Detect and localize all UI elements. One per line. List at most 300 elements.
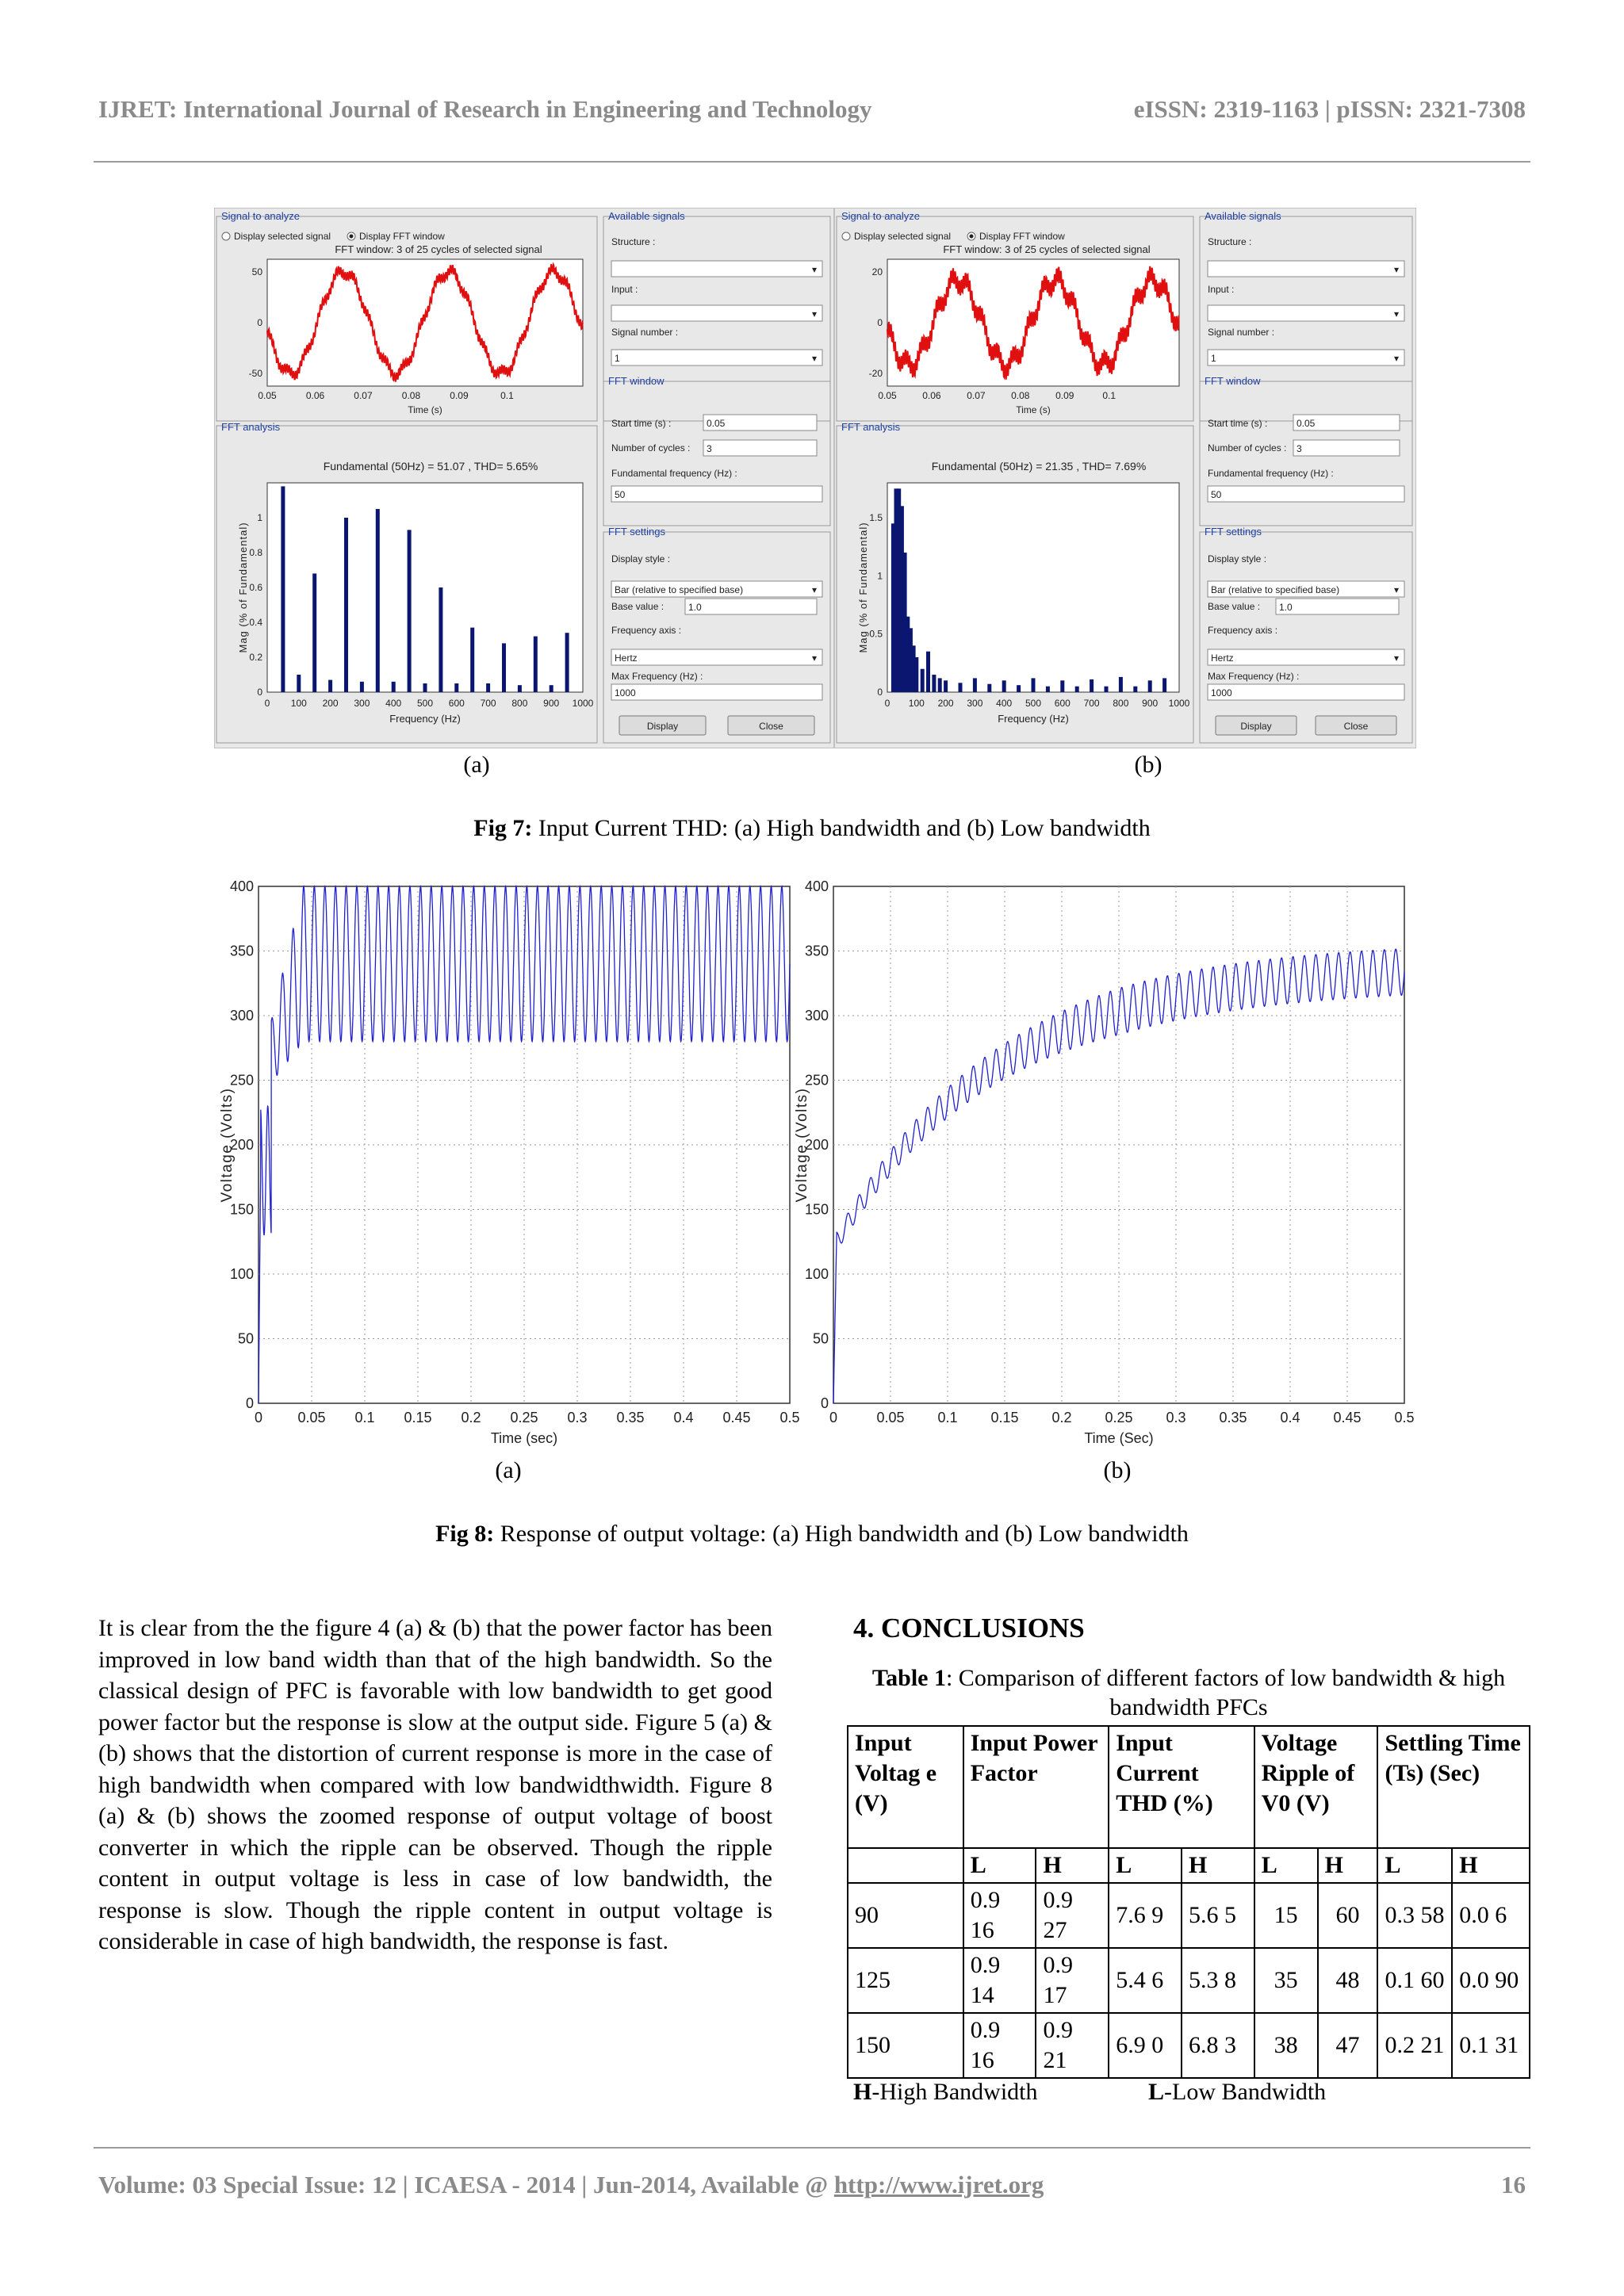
fft-bar xyxy=(1017,685,1021,692)
th-r-l: L xyxy=(1254,1848,1318,1883)
voltage-y-tick: 250 xyxy=(804,1072,829,1089)
freq-axis-select-box xyxy=(611,649,822,665)
fft-freq-tick: 500 xyxy=(1025,698,1042,709)
fft-bar xyxy=(423,683,427,692)
table-subheader-row xyxy=(848,1848,1530,1883)
signal-amp-tick: 0 xyxy=(257,317,262,328)
signal-time-tick: 0.09 xyxy=(1055,390,1074,401)
cell-pf-l: 0.9 14 xyxy=(963,1948,1036,2013)
fft-window-title: FFT window xyxy=(1205,375,1261,387)
fft-mag-tick: 0 xyxy=(877,687,883,698)
fft-bar xyxy=(518,685,522,692)
th-ts-l: L xyxy=(1377,1848,1452,1883)
fft-freq-tick: 0 xyxy=(884,698,891,709)
cell-thd-h: 6.8 3 xyxy=(1182,2013,1254,2078)
cell-ts-l: 0.1 60 xyxy=(1377,1948,1452,2013)
signal-time-tick: 0.06 xyxy=(305,390,325,401)
display-style-label: Display style : xyxy=(1208,553,1267,564)
voltage-y-tick: 350 xyxy=(804,943,829,959)
voltage-y-tick: 250 xyxy=(229,1072,254,1089)
freq-axis-select-chevron-down-icon: ▾ xyxy=(811,652,818,664)
th-r-h: H xyxy=(1318,1848,1378,1883)
th-empty xyxy=(848,1848,963,1883)
voltage-x-tick: 0.2 xyxy=(1051,1410,1072,1425)
voltage-x-label: Time (Sec) xyxy=(1084,1430,1154,1446)
cell-thd-l: 6.9 0 xyxy=(1109,2013,1182,2078)
fig7-label-a: (a) xyxy=(463,752,490,778)
fft-bar xyxy=(1032,678,1036,692)
fft-bar xyxy=(1060,680,1064,692)
fft-bar xyxy=(1105,687,1109,692)
voltage-plot-b xyxy=(789,872,1415,1459)
th-thd-h: H xyxy=(1182,1848,1254,1883)
base-value-label: Base value : xyxy=(611,601,665,612)
fft-freq-tick: 400 xyxy=(385,698,402,709)
signal-amp-tick: 20 xyxy=(871,266,883,277)
radio-selected-signal-label: Display selected signal xyxy=(234,231,331,242)
fft-window-text: FFT window: 3 of 25 cycles of selected signal xyxy=(335,243,542,255)
display-button-label: Display xyxy=(1240,721,1272,732)
fft-mag-tick: 0.6 xyxy=(249,582,262,593)
fund-freq-field-box xyxy=(1208,486,1404,502)
signal-time-tick: 0.1 xyxy=(1102,390,1116,401)
fft-bar xyxy=(344,518,348,692)
fft-bar xyxy=(565,633,569,692)
close-button-label: Close xyxy=(759,721,783,732)
signal-amp-tick: -20 xyxy=(868,368,883,379)
cell-r-l: 15 xyxy=(1254,1883,1318,1948)
fft-mag-label: Mag (% of Fundamental) xyxy=(857,522,869,653)
cell-ts-l: 0.2 21 xyxy=(1377,2013,1452,2078)
cell-thd-l: 5.4 6 xyxy=(1109,1948,1182,2013)
fig8-caption xyxy=(98,1521,1526,1548)
signal-amp-tick: -50 xyxy=(248,368,262,379)
fft-bar xyxy=(914,657,918,692)
fft-bar xyxy=(550,685,553,692)
signal-group-title: Signal to analyze xyxy=(841,210,921,222)
voltage-y-tick: 50 xyxy=(812,1330,829,1347)
signal-number-select-box xyxy=(1208,350,1404,365)
fft-bar xyxy=(360,682,364,692)
signal-time-tick: 0.07 xyxy=(354,390,373,401)
signal-time-tick: 0.08 xyxy=(401,390,421,401)
voltage-y-tick: 150 xyxy=(804,1201,829,1218)
close-button[interactable] xyxy=(728,716,814,735)
start-time-label: Start time (s) : xyxy=(1208,418,1268,429)
fig8-caption-text: Response of output voltage: (a) High bandwidth and (b) Low bandwidth xyxy=(494,1521,1189,1547)
footer-rule xyxy=(94,2147,1530,2149)
journal-title: IJRET: International Journal of Research in Engineering and Technology xyxy=(98,95,872,123)
th-thd: Input Current THD (%) xyxy=(1109,1726,1254,1848)
fft-bar xyxy=(297,675,301,692)
signal-time-tick: 0.05 xyxy=(258,390,277,401)
display-style-label: Display style : xyxy=(611,553,671,564)
fig8-label-b: (b) xyxy=(1103,1457,1132,1483)
available-signals-title: Available signals xyxy=(1205,210,1281,222)
fft-bar xyxy=(973,678,977,692)
voltage-y-tick: 400 xyxy=(804,878,829,894)
fund-freq-field-box xyxy=(611,486,822,502)
fft-mag-tick: 0.5 xyxy=(869,628,883,640)
cell-r-l: 38 xyxy=(1254,2013,1318,2078)
max-freq-field-value: 1000 xyxy=(1211,687,1232,698)
fft-mag-tick: 0.8 xyxy=(249,547,262,558)
voltage-y-tick: 300 xyxy=(229,1008,254,1024)
radio-fft-window-label: Display FFT window xyxy=(359,231,445,242)
cell-ts-h: 0.1 31 xyxy=(1452,2013,1530,2078)
max-freq-field-box xyxy=(1208,684,1404,700)
fft-bar xyxy=(454,683,458,692)
voltage-y-tick: 100 xyxy=(229,1266,254,1282)
fft-freq-tick: 800 xyxy=(1113,698,1129,709)
input-select-box xyxy=(1208,305,1404,321)
voltage-x-tick: 0.3 xyxy=(567,1410,588,1425)
cell-v: 125 xyxy=(848,1948,963,2013)
voltage-y-tick: 0 xyxy=(245,1395,254,1411)
voltage-x-tick: 0.15 xyxy=(404,1410,432,1425)
th-power-factor: Input Power Factor xyxy=(963,1726,1109,1848)
legend-high xyxy=(853,2079,1091,2106)
voltage-x-tick: 0.4 xyxy=(1280,1410,1300,1425)
voltage-x-tick: 0.25 xyxy=(1105,1410,1133,1425)
fft-freq-tick: 800 xyxy=(511,698,528,709)
voltage-y-tick: 200 xyxy=(229,1137,254,1153)
cell-thd-l: 7.6 9 xyxy=(1109,1883,1182,1948)
signal-number-select-value: 1 xyxy=(1211,353,1216,364)
table1-caption xyxy=(847,1663,1530,1722)
display-style-select-value: Bar (relative to specified base) xyxy=(1211,584,1340,595)
legend-h-text: -High Bandwidth xyxy=(871,2079,1038,2105)
input-select-chevron-down-icon: ▾ xyxy=(811,308,818,320)
fft-bar xyxy=(959,683,963,692)
fig7-caption-bold: Fig 7: xyxy=(473,815,533,841)
cell-ts-l: 0.3 58 xyxy=(1377,1883,1452,1948)
fft-mag-tick: 0.4 xyxy=(249,617,262,628)
fft-bar xyxy=(1075,687,1079,692)
cell-r-l: 35 xyxy=(1254,1948,1318,2013)
fft-freq-tick: 400 xyxy=(996,698,1013,709)
fft-freq-label: Frequency (Hz) xyxy=(389,713,461,725)
table-row xyxy=(848,1883,1530,1948)
signal-time-tick: 0.08 xyxy=(1011,390,1030,401)
th-input-voltage: Input Voltag e (V) xyxy=(848,1726,963,1848)
radio-selected-signal xyxy=(222,232,230,240)
fft-freq-tick: 1000 xyxy=(1168,698,1190,709)
voltage-x-tick: 0.1 xyxy=(354,1410,375,1425)
signal-time-label: Time (s) xyxy=(408,404,442,415)
fft-axes xyxy=(887,483,1179,692)
num-cycles-field-box xyxy=(703,440,817,456)
base-value-label: Base value : xyxy=(1208,601,1261,612)
fft-freq-tick: 200 xyxy=(937,698,954,709)
cell-r-h: 47 xyxy=(1318,2013,1378,2078)
cell-pf-h: 0.9 17 xyxy=(1036,1948,1109,2013)
fft-freq-tick: 700 xyxy=(1083,698,1100,709)
fft-bar xyxy=(392,682,396,692)
fft-bar xyxy=(534,637,538,692)
legend-low xyxy=(1148,2079,1386,2106)
signal-number-select-box xyxy=(611,350,822,365)
th-ts-h: H xyxy=(1452,1848,1530,1883)
cell-v: 90 xyxy=(848,1883,963,1948)
cell-pf-h: 0.9 21 xyxy=(1036,2013,1109,2078)
num-cycles-field-value: 3 xyxy=(707,443,712,454)
voltage-y-tick: 150 xyxy=(229,1201,254,1218)
voltage-y-tick: 350 xyxy=(229,943,254,959)
input-label: Input : xyxy=(1208,284,1235,295)
th-pf-l: L xyxy=(963,1848,1036,1883)
fft-bar xyxy=(1162,678,1166,692)
fft-mag-tick: 1 xyxy=(257,512,262,523)
voltage-x-tick: 0 xyxy=(829,1410,838,1425)
cell-pf-l: 0.9 16 xyxy=(963,2013,1036,2078)
th-ripple: Voltage Ripple of V0 (V) xyxy=(1254,1726,1378,1848)
footer-volume: Volume: 03 Special Issue: 12 | ICAESA - 2014 | Jun-2014, Available @ xyxy=(98,2171,834,2198)
base-value-field-value: 1.0 xyxy=(1279,602,1293,613)
fft-bar xyxy=(1002,680,1006,692)
fft-mag-tick: 0.2 xyxy=(249,652,262,663)
radio-selected-signal-label: Display selected signal xyxy=(854,231,952,242)
fft-bar xyxy=(921,669,925,692)
fft-freq-tick: 600 xyxy=(448,698,465,709)
voltage-x-tick: 0.1 xyxy=(937,1410,958,1425)
th-settling: Settling Time (Ts) (Sec) xyxy=(1377,1726,1530,1848)
max-freq-label: Max Frequency (Hz) : xyxy=(1208,671,1300,682)
num-cycles-label: Number of cycles : xyxy=(611,442,691,453)
num-cycles-label: Number of cycles : xyxy=(1208,442,1287,453)
voltage-x-tick: 0.35 xyxy=(616,1410,645,1425)
section-heading: 4. CONCLUSIONS xyxy=(853,1613,1085,1644)
cell-v: 150 xyxy=(848,2013,963,2078)
fft-window-title: FFT window xyxy=(608,375,665,387)
start-time-label: Start time (s) : xyxy=(611,418,672,429)
input-select-box xyxy=(611,305,822,321)
journal-link[interactable]: http://www.ijret.org xyxy=(833,2171,1044,2198)
fft-bar xyxy=(281,486,285,692)
fft-mag-tick: 1.5 xyxy=(869,512,883,523)
table-row xyxy=(848,1948,1530,2013)
cell-r-h: 48 xyxy=(1318,1948,1378,2013)
fft-freq-tick: 100 xyxy=(908,698,925,709)
cell-ts-h: 0.0 6 xyxy=(1452,1883,1530,1948)
signal-time-tick: 0.1 xyxy=(500,390,514,401)
discussion-paragraph: It is clear from the the figure 4 (a) & (b) that the power factor has been improved in low band width than that of the high bandwidth. So the classical design of PFC is favorable with low bandwidth to get good power factor but the response is slow at the output side. Figure 5 (a) & (b) shows that the distortion of current response is more in the case of high bandwidth when compared with low bandwidthwidth. Figure 8 (a) & (b) shows the zoomed response of output voltage of boost converter in which the ripple can be observed. Though the ripple content in output voltage is less in case of low bandwidth, the response is slow. Though the ripple content in output voltage is considerable in case of high bandwidth, the response is fast. xyxy=(98,1615,772,1954)
structure-select-box xyxy=(611,261,822,277)
base-value-field-box xyxy=(685,599,817,614)
legend-h-bold: H xyxy=(853,2079,872,2105)
fft-bar xyxy=(486,683,490,692)
signal-group-title: Signal to analyze xyxy=(221,210,301,222)
signal-time-label: Time (s) xyxy=(1016,404,1051,415)
fft-bar xyxy=(944,680,948,692)
signal-time-tick: 0.07 xyxy=(967,390,986,401)
fft-panel-b xyxy=(834,208,1416,748)
fund-freq-field-value: 50 xyxy=(615,489,626,500)
signal-number-label: Signal number : xyxy=(1208,327,1275,338)
header-rule xyxy=(94,161,1530,163)
fund-freq-label: Fundamental frequency (Hz) : xyxy=(611,468,737,479)
voltage-y-label: Voltage (Volts) xyxy=(219,1087,236,1203)
fft-bar xyxy=(470,628,474,692)
structure-select-chevron-down-icon: ▾ xyxy=(811,264,818,275)
freq-axis-select-chevron-down-icon: ▾ xyxy=(1393,652,1400,664)
legend-l-bold: L xyxy=(1148,2079,1165,2105)
voltage-x-tick: 0.4 xyxy=(673,1410,694,1425)
table-row xyxy=(848,2013,1530,2078)
fft-bar xyxy=(1148,680,1152,692)
voltage-y-tick: 100 xyxy=(804,1266,829,1282)
fft-bar xyxy=(1119,677,1123,692)
base-value-field-value: 1.0 xyxy=(688,602,702,613)
close-button[interactable] xyxy=(1316,716,1396,735)
close-button-label: Close xyxy=(1343,721,1369,732)
fig7-label-b: (b) xyxy=(1134,752,1162,778)
fft-bar xyxy=(502,643,506,692)
input-select-chevron-down-icon: ▾ xyxy=(1393,308,1400,320)
fft-settings-title: FFT settings xyxy=(1205,526,1262,538)
fft-bar xyxy=(328,680,332,692)
fund-freq-field-value: 50 xyxy=(1211,489,1222,500)
freq-axis-label: Frequency axis : xyxy=(611,625,682,636)
freq-axis-select-value: Hertz xyxy=(1211,652,1234,664)
voltage-y-tick: 400 xyxy=(229,878,254,894)
structure-select-box xyxy=(1208,261,1404,277)
voltage-x-tick: 0.25 xyxy=(510,1410,538,1425)
signal-number-label: Signal number : xyxy=(611,327,679,338)
fft-mag-label: Mag (% of Fundamental) xyxy=(237,522,249,653)
start-time-field-value: 0.05 xyxy=(1297,418,1316,429)
voltage-y-tick: 50 xyxy=(237,1330,254,1347)
comparison-table xyxy=(847,1725,1530,2079)
voltage-x-tick: 0.05 xyxy=(297,1410,326,1425)
structure-label: Structure : xyxy=(1208,236,1252,247)
fft-mag-tick: 0 xyxy=(257,687,262,698)
fig7-caption-text: Input Current THD: (a) High bandwidth and (b) Low bandwidth xyxy=(532,815,1151,841)
fft-freq-label: Frequency (Hz) xyxy=(998,713,1069,725)
signal-amp-tick: 0 xyxy=(877,317,883,328)
fft-bar xyxy=(987,684,991,692)
signal-time-tick: 0.05 xyxy=(878,390,897,401)
display-button[interactable] xyxy=(619,716,706,735)
cell-thd-h: 5.3 8 xyxy=(1182,1948,1254,2013)
fft-freq-tick: 900 xyxy=(1142,698,1159,709)
input-label: Input : xyxy=(611,284,638,295)
fft-panel-a xyxy=(214,208,834,748)
voltage-y-tick: 200 xyxy=(804,1137,829,1153)
voltage-x-tick: 0.05 xyxy=(876,1410,905,1425)
table1-caption-bold: Table 1 xyxy=(871,1665,946,1691)
voltage-x-tick: 0 xyxy=(254,1410,263,1425)
fft-group-title: FFT analysis xyxy=(221,421,281,433)
voltage-x-tick: 0.5 xyxy=(779,1410,800,1425)
fft-bar xyxy=(439,587,442,692)
voltage-y-label: Voltage (Volts) xyxy=(794,1087,810,1203)
fft-freq-tick: 200 xyxy=(322,698,339,709)
fft-freq-tick: 600 xyxy=(1054,698,1071,709)
fft-bar xyxy=(1133,687,1137,692)
freq-axis-label: Frequency axis : xyxy=(1208,625,1278,636)
display-style-select-chevron-down-icon: ▾ xyxy=(811,584,818,595)
fft-freq-tick: 0 xyxy=(264,698,270,709)
fundamental-text: Fundamental (50Hz) = 21.35 , THD= 7.69% xyxy=(931,460,1147,473)
start-time-field-value: 0.05 xyxy=(707,418,726,429)
signal-number-select-value: 1 xyxy=(615,353,620,364)
fig8-caption-bold: Fig 8: xyxy=(435,1521,495,1547)
freq-axis-select-box xyxy=(1208,649,1404,665)
fft-bar xyxy=(376,509,380,692)
voltage-y-tick: 300 xyxy=(804,1008,829,1024)
signal-number-select-chevron-down-icon: ▾ xyxy=(811,353,818,364)
voltage-x-tick: 0.15 xyxy=(990,1410,1019,1425)
cell-pf-l: 0.9 16 xyxy=(963,1883,1036,1948)
fft-bar xyxy=(938,678,942,692)
display-style-select-chevron-down-icon: ▾ xyxy=(1393,584,1400,595)
max-freq-label: Max Frequency (Hz) : xyxy=(611,671,703,682)
voltage-x-label: Time (sec) xyxy=(490,1430,558,1446)
fft-freq-tick: 700 xyxy=(480,698,496,709)
structure-select-chevron-down-icon: ▾ xyxy=(1393,264,1400,275)
fft-freq-tick: 900 xyxy=(543,698,560,709)
signal-number-select-chevron-down-icon: ▾ xyxy=(1393,353,1400,364)
available-signals-title: Available signals xyxy=(608,210,685,222)
fft-bar xyxy=(932,675,936,692)
fft-bar xyxy=(1090,679,1094,692)
fft-bar xyxy=(1046,687,1050,692)
signal-time-tick: 0.06 xyxy=(922,390,941,401)
footer-text xyxy=(98,2171,1044,2199)
fft-window-text: FFT window: 3 of 25 cycles of selected signal xyxy=(943,243,1151,255)
legend-l-text: -Low Bandwidth xyxy=(1164,2079,1327,2105)
fft-freq-tick: 100 xyxy=(290,698,307,709)
display-button[interactable] xyxy=(1216,716,1297,735)
max-freq-field-value: 1000 xyxy=(615,687,636,698)
freq-axis-select-value: Hertz xyxy=(615,652,638,664)
fundamental-text: Fundamental (50Hz) = 51.07 , THD= 5.65% xyxy=(323,460,538,473)
num-cycles-field-value: 3 xyxy=(1297,443,1302,454)
voltage-x-tick: 0.45 xyxy=(722,1410,751,1425)
fft-bar xyxy=(408,530,412,692)
structure-label: Structure : xyxy=(611,236,656,247)
voltage-x-tick: 0.2 xyxy=(461,1410,481,1425)
radio-fft-window-dot xyxy=(970,235,974,239)
fft-freq-tick: 300 xyxy=(967,698,983,709)
table1-caption-text: : Comparison of different factors of low bandwidth & high bandwidth PFCs xyxy=(945,1665,1506,1720)
th-pf-h: H xyxy=(1036,1848,1109,1883)
fft-bar xyxy=(312,573,316,692)
signal-time-tick: 0.09 xyxy=(450,390,469,401)
table-header-row xyxy=(848,1726,1530,1848)
th-thd-l: L xyxy=(1109,1848,1182,1883)
fft-group-title: FFT analysis xyxy=(841,421,901,433)
fund-freq-label: Fundamental frequency (Hz) : xyxy=(1208,468,1334,479)
issn: eISSN: 2319-1163 | pISSN: 2321-7308 xyxy=(1133,95,1526,123)
display-button-label: Display xyxy=(646,721,679,732)
display-style-select-value: Bar (relative to specified base) xyxy=(615,584,744,595)
radio-selected-signal xyxy=(842,232,850,240)
fft-bar xyxy=(926,652,930,692)
fft-panel-drawing xyxy=(215,209,833,748)
fig8-label-a: (a) xyxy=(495,1457,522,1483)
voltage-x-tick: 0.5 xyxy=(1394,1410,1415,1425)
cell-pf-h: 0.9 27 xyxy=(1036,1883,1109,1948)
fig7-caption xyxy=(98,815,1526,842)
page-number: 16 xyxy=(1501,2171,1526,2198)
voltage-y-tick: 0 xyxy=(820,1395,829,1411)
fft-freq-tick: 1000 xyxy=(572,698,594,709)
fft-settings-title: FFT settings xyxy=(608,526,666,538)
voltage-x-tick: 0.45 xyxy=(1333,1410,1362,1425)
fft-mag-tick: 1 xyxy=(877,570,883,582)
